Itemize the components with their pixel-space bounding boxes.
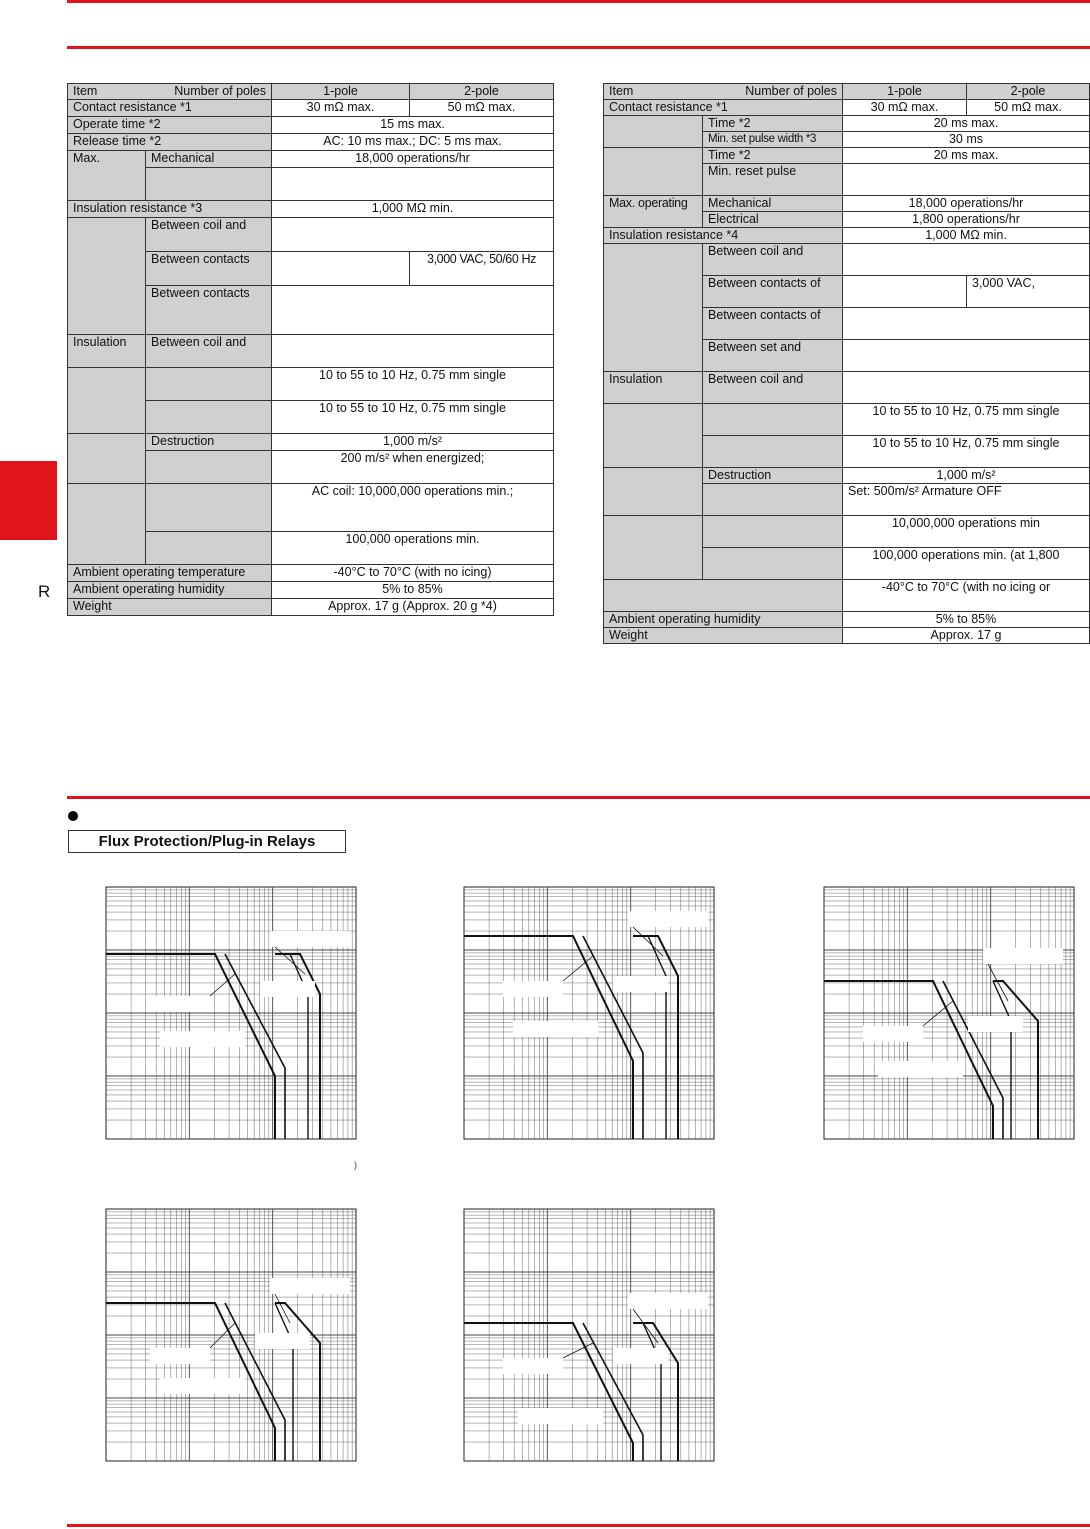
- curve-label-box: [968, 1016, 1023, 1032]
- cell-value: [843, 372, 1090, 404]
- cell-value: 50 mΩ max.: [410, 100, 554, 117]
- curve-label-box: [628, 911, 708, 927]
- row-group-label: Insulation: [604, 372, 703, 404]
- curve-label-box: [863, 1026, 923, 1042]
- row-group-label: [604, 404, 703, 468]
- row-label: Ambient operating humidity: [604, 612, 843, 628]
- row-label: Mechanical: [703, 196, 843, 212]
- row-label: Between coil and: [146, 335, 272, 368]
- row-label: Between coil and: [703, 372, 843, 404]
- cell-value: 1,000 MΩ min.: [272, 201, 554, 218]
- characteristic-graph-3: [823, 886, 1075, 1140]
- row-label: [146, 168, 272, 201]
- row-label: [604, 580, 843, 612]
- row-group-label: [604, 148, 703, 196]
- row-label: [146, 532, 272, 565]
- row-label: Insulation resistance *3: [68, 201, 272, 218]
- row-label: [703, 436, 843, 468]
- row-label: [146, 484, 272, 532]
- row-label: Destruction: [146, 434, 272, 451]
- cell-value: 5% to 85%: [843, 612, 1090, 628]
- characteristic-graph-5: [463, 1208, 715, 1462]
- characteristic-graph-4: [105, 1208, 357, 1462]
- curve-label-box: [513, 1021, 598, 1037]
- curve-label-box: [503, 1358, 563, 1374]
- cell-value: 10 to 55 to 10 Hz, 0.75 mm single: [843, 436, 1090, 468]
- row-label: [703, 548, 843, 580]
- curve-label-box: [270, 1278, 350, 1294]
- row-label: Mechanical: [146, 151, 272, 168]
- row-group-label: [68, 484, 146, 565]
- cell-value: 30 mΩ max.: [843, 100, 967, 116]
- row-group-label: [604, 116, 703, 148]
- row-label: Destruction: [703, 468, 843, 484]
- row-label: Time *2: [703, 116, 843, 132]
- curve-label-box: [270, 931, 350, 947]
- curve-label-box: [983, 948, 1063, 964]
- cell-value: [272, 286, 554, 335]
- right-spec-table: [603, 83, 1090, 644]
- row-group-label: [68, 434, 146, 484]
- cell-value: 100,000 operations min.: [272, 532, 554, 565]
- curve-label-box: [150, 996, 210, 1012]
- header-2-pole: 2-pole: [967, 84, 1090, 100]
- cell-value: Set: 500m/s² Armature OFF: [843, 484, 1090, 516]
- cell-value: 200 m/s² when energized;: [272, 451, 554, 484]
- section-red-rule: [67, 796, 1090, 799]
- curve-label-box: [628, 1293, 708, 1309]
- row-group-label: [68, 218, 146, 335]
- row-group-label: Insulation: [68, 335, 146, 368]
- row-group-label: [604, 244, 703, 372]
- row-label: [703, 484, 843, 516]
- row-label: Time *2: [703, 148, 843, 164]
- row-group-label: Max. operating: [604, 196, 703, 228]
- row-group-label: [604, 468, 703, 516]
- header-item: Item Number of poles: [68, 84, 272, 100]
- header-red-rule: [67, 46, 1090, 49]
- row-label: Min. set pulse width *3: [703, 132, 843, 148]
- row-label: Operate time *2: [68, 117, 272, 134]
- cell-value: 100,000 operations min. (at 1,800: [843, 548, 1090, 580]
- cell-value: AC: 10 ms max.; DC: 5 ms max.: [272, 134, 554, 151]
- cell-value: [843, 244, 1090, 276]
- curve-label-box: [160, 1378, 245, 1394]
- cell-value: 10 to 55 to 10 Hz, 0.75 mm single: [272, 401, 554, 434]
- row-label: Between contacts: [146, 286, 272, 335]
- cell-value: -40°C to 70°C (with no icing or: [843, 580, 1090, 612]
- row-label: Weight: [604, 628, 843, 644]
- row-label: Between coil and: [146, 218, 272, 252]
- row-label: Insulation resistance *4: [604, 228, 843, 244]
- row-label: Contact resistance *1: [68, 100, 272, 117]
- cell-value: 1,800 operations/hr: [843, 212, 1090, 228]
- row-label: Ambient operating temperature: [68, 565, 272, 582]
- left-spec-table: [67, 83, 554, 616]
- row-label: Between contacts of: [703, 308, 843, 340]
- graph-axis-paren: ): [354, 1160, 357, 1170]
- row-group-label: Max.: [68, 151, 146, 201]
- cell-value: 3,000 VAC, 50/60 Hz: [410, 252, 554, 286]
- top-red-rule: [67, 0, 1090, 3]
- cell-value: 10,000,000 operations min: [843, 516, 1090, 548]
- row-group-label: [68, 368, 146, 434]
- cell-value: 3,000 VAC,: [967, 276, 1090, 308]
- curve-label-box: [503, 981, 563, 997]
- cell-value: 5% to 85%: [272, 582, 554, 599]
- cell-value: AC coil: 10,000,000 operations min.;: [272, 484, 554, 532]
- cell-value: 1,000 m/s²: [843, 468, 1090, 484]
- curve-label-box: [613, 976, 668, 992]
- row-label: Electrical: [703, 212, 843, 228]
- row-label: Contact resistance *1: [604, 100, 843, 116]
- characteristic-graph-2: [463, 886, 715, 1140]
- curve-label-box: [518, 1408, 603, 1424]
- curve-label-box: [160, 1031, 245, 1047]
- row-group-label: [604, 516, 703, 580]
- row-label: Between contacts: [146, 252, 272, 286]
- cell-value: [843, 308, 1090, 340]
- side-index-letter: R: [38, 582, 51, 601]
- curve-label-box: [260, 981, 315, 997]
- row-label: Weight: [68, 599, 272, 616]
- cell-value: 20 ms max.: [843, 116, 1090, 132]
- cell-value: [843, 164, 1090, 196]
- cell-value: 10 to 55 to 10 Hz, 0.75 mm single: [272, 368, 554, 401]
- cell-value: [843, 340, 1090, 372]
- cell-value: [272, 335, 554, 368]
- cell-value: [272, 218, 554, 252]
- cell-value: Approx. 17 g: [843, 628, 1090, 644]
- row-label: [146, 368, 272, 401]
- cell-value: 18,000 operations/hr: [272, 151, 554, 168]
- curve-label-box: [150, 1348, 210, 1364]
- row-label: Between set and: [703, 340, 843, 372]
- row-label: Between coil and: [703, 244, 843, 276]
- row-label: Ambient operating humidity: [68, 582, 272, 599]
- row-label: [703, 516, 843, 548]
- cell-value: -40°C to 70°C (with no icing): [272, 565, 554, 582]
- curve-label-box: [878, 1061, 963, 1077]
- cell-value: 18,000 operations/hr: [843, 196, 1090, 212]
- cell-value: 30 ms: [843, 132, 1090, 148]
- cell-value: 20 ms max.: [843, 148, 1090, 164]
- cell-value: [272, 168, 554, 201]
- cell-value: 10 to 55 to 10 Hz, 0.75 mm single: [843, 404, 1090, 436]
- cell-value: 1,000 m/s²: [272, 434, 554, 451]
- cell-value: 15 ms max.: [272, 117, 554, 134]
- side-index-tab: [0, 461, 57, 540]
- row-label: Release time *2: [68, 134, 272, 151]
- section-bullet-icon: [68, 811, 78, 821]
- cell-value: 50 mΩ max.: [967, 100, 1090, 116]
- header-1-pole: 1-pole: [843, 84, 967, 100]
- row-label: Between contacts of: [703, 276, 843, 308]
- curve-label-box: [255, 1333, 310, 1349]
- cell-value: [272, 252, 410, 286]
- header-2-pole: 2-pole: [410, 84, 554, 100]
- header-1-pole: 1-pole: [272, 84, 410, 100]
- header-item: Item Number of poles: [604, 84, 843, 100]
- cell-value: [843, 276, 967, 308]
- row-label: [703, 404, 843, 436]
- curve-label-box: [613, 1348, 668, 1364]
- section-title: Flux Protection/Plug-in Relays: [68, 830, 346, 853]
- cell-value: 30 mΩ max.: [272, 100, 410, 117]
- cell-value: 1,000 MΩ min.: [843, 228, 1090, 244]
- bottom-red-rule: [67, 1524, 1090, 1527]
- row-label: [146, 401, 272, 434]
- cell-value: Approx. 17 g (Approx. 20 g *4): [272, 599, 554, 616]
- characteristic-graph-1: [105, 886, 357, 1140]
- row-label: [146, 451, 272, 484]
- row-label: Min. reset pulse: [703, 164, 843, 196]
